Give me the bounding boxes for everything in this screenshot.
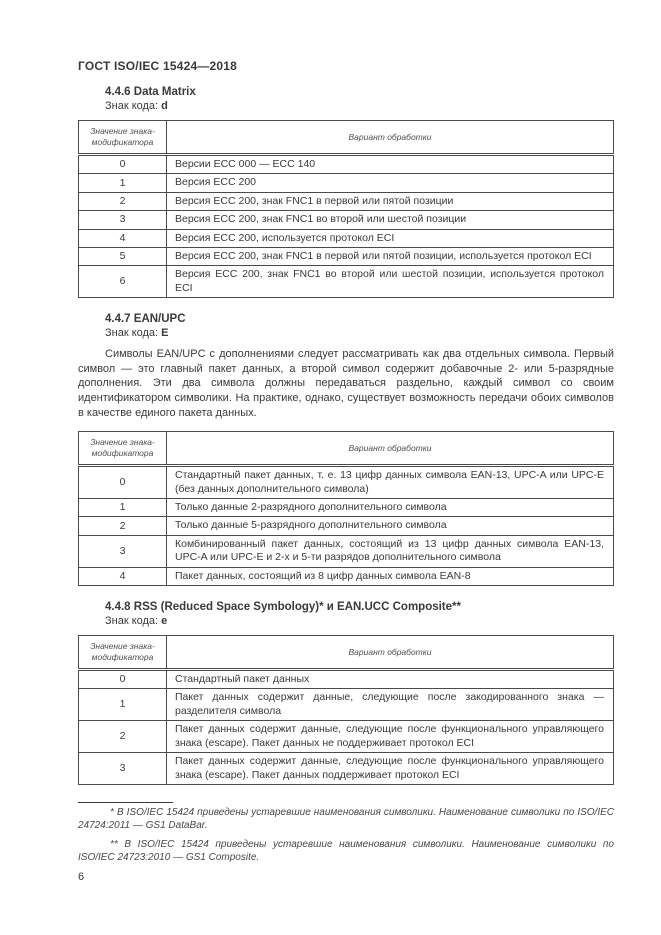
- section-heading-448: 4.4.8 RSS (Reduced Space Symbology)* и EAN.UCC Composite**: [105, 601, 461, 614]
- footnote-marker: *: [110, 806, 114, 818]
- code-value: E: [161, 327, 169, 340]
- table-row: [79, 721, 614, 753]
- footnote-1: [78, 807, 614, 832]
- modifier-value: 2: [79, 192, 167, 210]
- modifier-value: 5: [79, 248, 167, 266]
- table-header-row: [79, 432, 614, 466]
- code-line-448: [105, 614, 614, 628]
- modifier-value: 3: [79, 211, 167, 229]
- processing-option: Версия ECC 200, знак FNC1 в первой или пятой позиции: [167, 192, 614, 210]
- modifier-value: 1: [79, 689, 167, 721]
- modifier-value: 2: [79, 721, 167, 753]
- table-row: [79, 192, 614, 210]
- table-row: [79, 248, 614, 266]
- code-line-446: [105, 99, 614, 113]
- rss-composite-table: [78, 635, 614, 785]
- table-row: [79, 517, 614, 535]
- footnote-marker: **: [110, 839, 118, 851]
- code-label: Знак кода:: [105, 615, 159, 628]
- processing-option: Версии ECC 000 — ECC 140: [167, 155, 614, 174]
- ean-upc-table: [78, 431, 614, 586]
- column-header-modifier: Значение знака-модификатора: [79, 121, 167, 155]
- modifier-value: 2: [79, 517, 167, 535]
- table-row: [79, 174, 614, 192]
- modifier-value: 0: [79, 670, 167, 689]
- processing-option: Пакет данных содержит данные, следующие после функционального управляющего знака (escape). Пакет данных поддерживает протокол ECI: [167, 753, 614, 785]
- table-row: [79, 229, 614, 247]
- table-row: [79, 753, 614, 785]
- processing-option: Версия ECC 200, используется протокол ECI: [167, 229, 614, 247]
- data-matrix-table: [78, 120, 614, 298]
- table-header-row: [79, 636, 614, 670]
- section-4-4-6: [78, 86, 614, 298]
- processing-option: Версия ECC 200, знак FNC1 во второй или шестой позиции, используется протокол ECI: [167, 266, 614, 298]
- table-row: [79, 499, 614, 517]
- modifier-value: 4: [79, 567, 167, 585]
- section-4-4-8: [78, 601, 614, 785]
- column-header-option: Вариант обработки: [167, 121, 614, 155]
- code-label: Знак кода:: [105, 100, 159, 112]
- column-header-option: Вариант обработки: [167, 636, 614, 670]
- footnote-text: В ISO/IEC 15424 приведены устаревшие наименования символики. Наименование символики по ISO/IEC 24723:2010 — GS1 Composite.: [78, 839, 614, 863]
- footnote-2: [78, 839, 614, 864]
- section-heading-446: 4.4.6 Data Matrix: [105, 86, 196, 98]
- code-label: Знак кода:: [105, 327, 159, 340]
- modifier-value: 0: [79, 155, 167, 174]
- modifier-value: 0: [79, 466, 167, 499]
- processing-option: Пакет данных, состоящий из 8 цифр данных символа EAN-8: [167, 567, 614, 585]
- table-row: [79, 211, 614, 229]
- table-row: [79, 670, 614, 689]
- processing-option: Версия ECC 200: [167, 174, 614, 192]
- modifier-value: 4: [79, 229, 167, 247]
- processing-option: Версия ECC 200, знак FNC1 в первой или пятой позиции, используется протокол ECI: [167, 248, 614, 266]
- table-row: [79, 535, 614, 567]
- section-heading-447: 4.4.7 EAN/UPC: [105, 313, 186, 326]
- table-row: [79, 466, 614, 499]
- footnote-text: В ISO/IEC 15424 приведены устаревшие наименования символики. Наименование символики по ISO/IEC 24724:2011 — GS1 DataBar.: [78, 806, 614, 831]
- processing-option: Стандартный пакет данных: [167, 670, 614, 689]
- section-paragraph: Символы EAN/UPC с дополнениями следует рассматривать как два отдельных символа. Первый символ — это главный пакет данных, а второй символ содержит добавочные 2- или 5-разрядные дополнения. Эти два символа должны передаваться раздельно, каждый символ со своим идентификатором символики. На практике, однако, существует возможность передачи обоих символов в качестве единого пакета данных.: [78, 348, 614, 419]
- processing-option: Версия ECC 200, знак FNC1 во второй или шестой позиции: [167, 211, 614, 229]
- code-value: e: [161, 615, 168, 628]
- modifier-value: 1: [79, 174, 167, 192]
- processing-option: Только данные 2-разрядного дополнительного символа: [167, 499, 614, 517]
- table-row: [79, 155, 614, 174]
- modifier-value: 3: [79, 535, 167, 567]
- footnote-separator: [78, 802, 173, 803]
- column-header-modifier: Значение знака-модификатора: [79, 636, 167, 670]
- table-row: [79, 266, 614, 298]
- modifier-value: 6: [79, 266, 167, 298]
- processing-option: Комбинированный пакет данных, состоящий из 13 цифр данных символа EAN-13, UPC-A или UPC-E и 2-х и 5-ти разрядов дополнительного символа: [167, 535, 614, 567]
- modifier-value: 3: [79, 753, 167, 785]
- doc-header: ГОСТ ISO/IEC 15424—2018: [78, 59, 238, 73]
- processing-option: Пакет данных содержит данные, следующие после функционального управляющего знака (escape). Пакет данных не поддерживает протокол ECI: [167, 721, 614, 753]
- column-header-modifier: Значение знака-модификатора: [79, 432, 167, 466]
- page-number: 6: [78, 871, 85, 884]
- table-row: [79, 567, 614, 585]
- processing-option: Стандартный пакет данных, т. е. 13 цифр данных символа EAN-13, UPC-A или UPC-E (без данных дополнительного символа): [167, 466, 614, 499]
- column-header-option: Вариант обработки: [167, 432, 614, 466]
- code-value: d: [161, 100, 168, 112]
- footnotes: [78, 802, 614, 864]
- modifier-value: 1: [79, 499, 167, 517]
- table-header-row: [79, 121, 614, 155]
- processing-option: Пакет данных содержит данные, следующие после закодированного знака — разделителя символа: [167, 689, 614, 721]
- table-row: [79, 689, 614, 721]
- code-line-447: [105, 326, 614, 340]
- section-4-4-7: [78, 313, 614, 586]
- processing-option: Только данные 5-разрядного дополнительного символа: [167, 517, 614, 535]
